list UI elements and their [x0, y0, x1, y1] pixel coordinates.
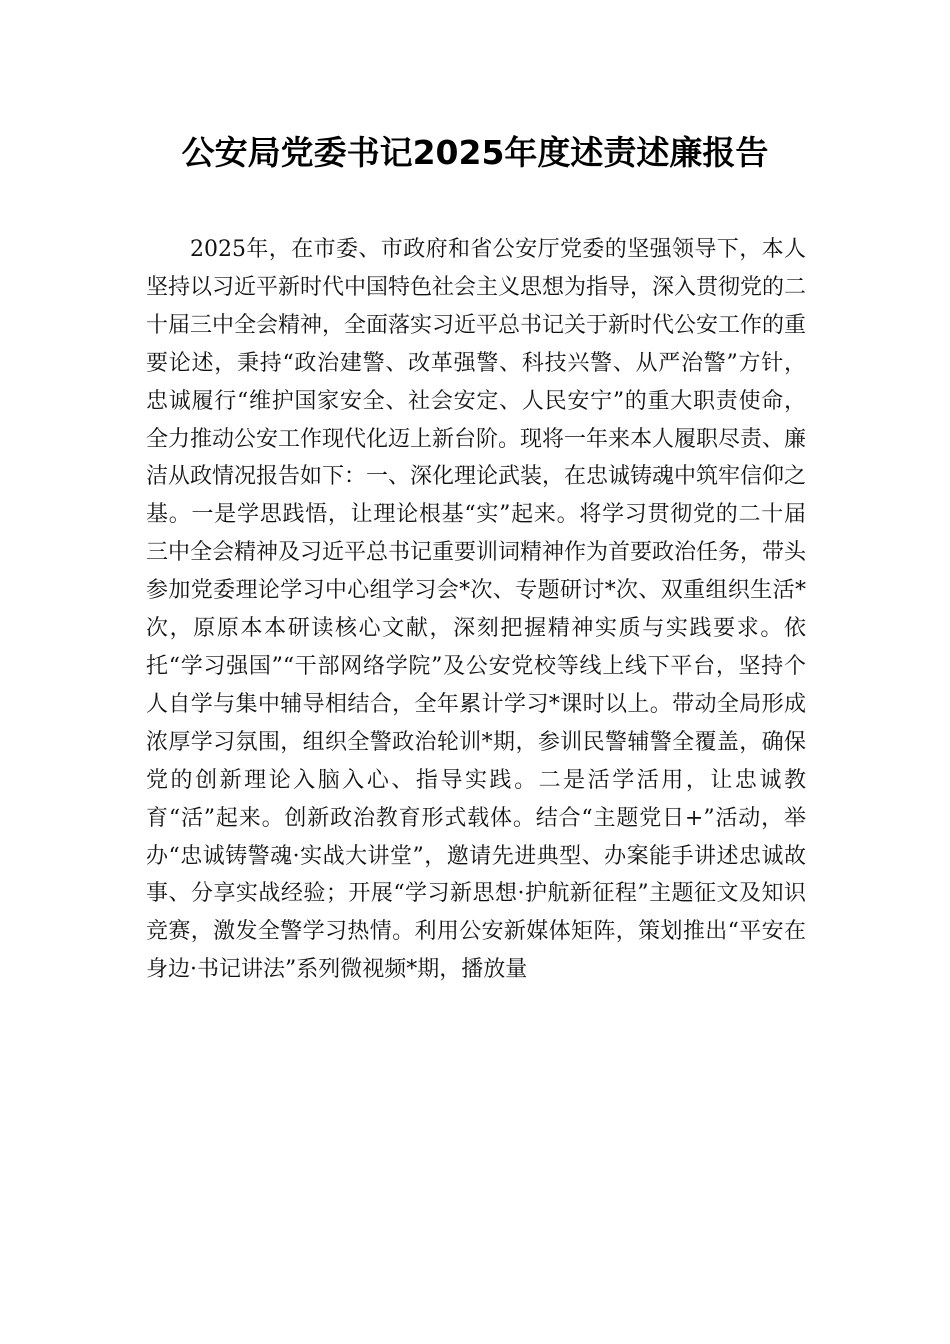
document-paragraph: 2025年，在市委、市政府和省公安厅党委的坚强领导下，本人坚持以习近平新时代中国特色社会主义思想为指导，深入贯彻党的二十届三中全会精神，全面落实习近平总书记关于新时代公安工作的重要论述，秉持“政治建警、改革强警、科技兴警、从严治警”方针，忠诚履行“维护国家安全、社会安定、人民安宁”的重大职责使命，全力推动公安工作现代化迈上新台阶。现将一年来本人履职尽责、廉洁从政情况报告如下：一、深化理论武装，在忠诚铸魂中筑牢信仰之基。一是学思践悟，让理论根基“实”起来。将学习贯彻党的二十届三中全会精神及习近平总书记重要训词精神作为首要政治任务，带头参加党委理论学习中心组学习会*次、专题研讨*次、双重组织生活*次，原原本本研读核心文献，深刻把握精神实质与实践要求。依托“学习强国”“干部网络学院”及公安党校等线上线下平台，坚持个人自学与集中辅导相结合，全年累计学习*课时以上。带动全局形成浓厚学习氛围，组织全警政治轮训*期，参训民警辅警全覆盖，确保党的创新理论入脑入心、指导实践。二是活学活用，让忠诚教育“活”起来。创新政治教育形式载体。结合“主题党日+”活动，举办“忠诚铸警魂·实战大讲堂”，邀请先进典型、办案能手讲述忠诚故事、分享实战经验；开展“学习新思想·护航新征程”主题征文及知识竞赛，激发全警学习热情。利用公安新媒体矩阵，策划推出“平安在身边·书记讲法”系列微视频*期，播放量	[146, 237, 807, 983]
document-title: 公安局党委书记2025年度述责述廉报告	[181, 133, 769, 172]
